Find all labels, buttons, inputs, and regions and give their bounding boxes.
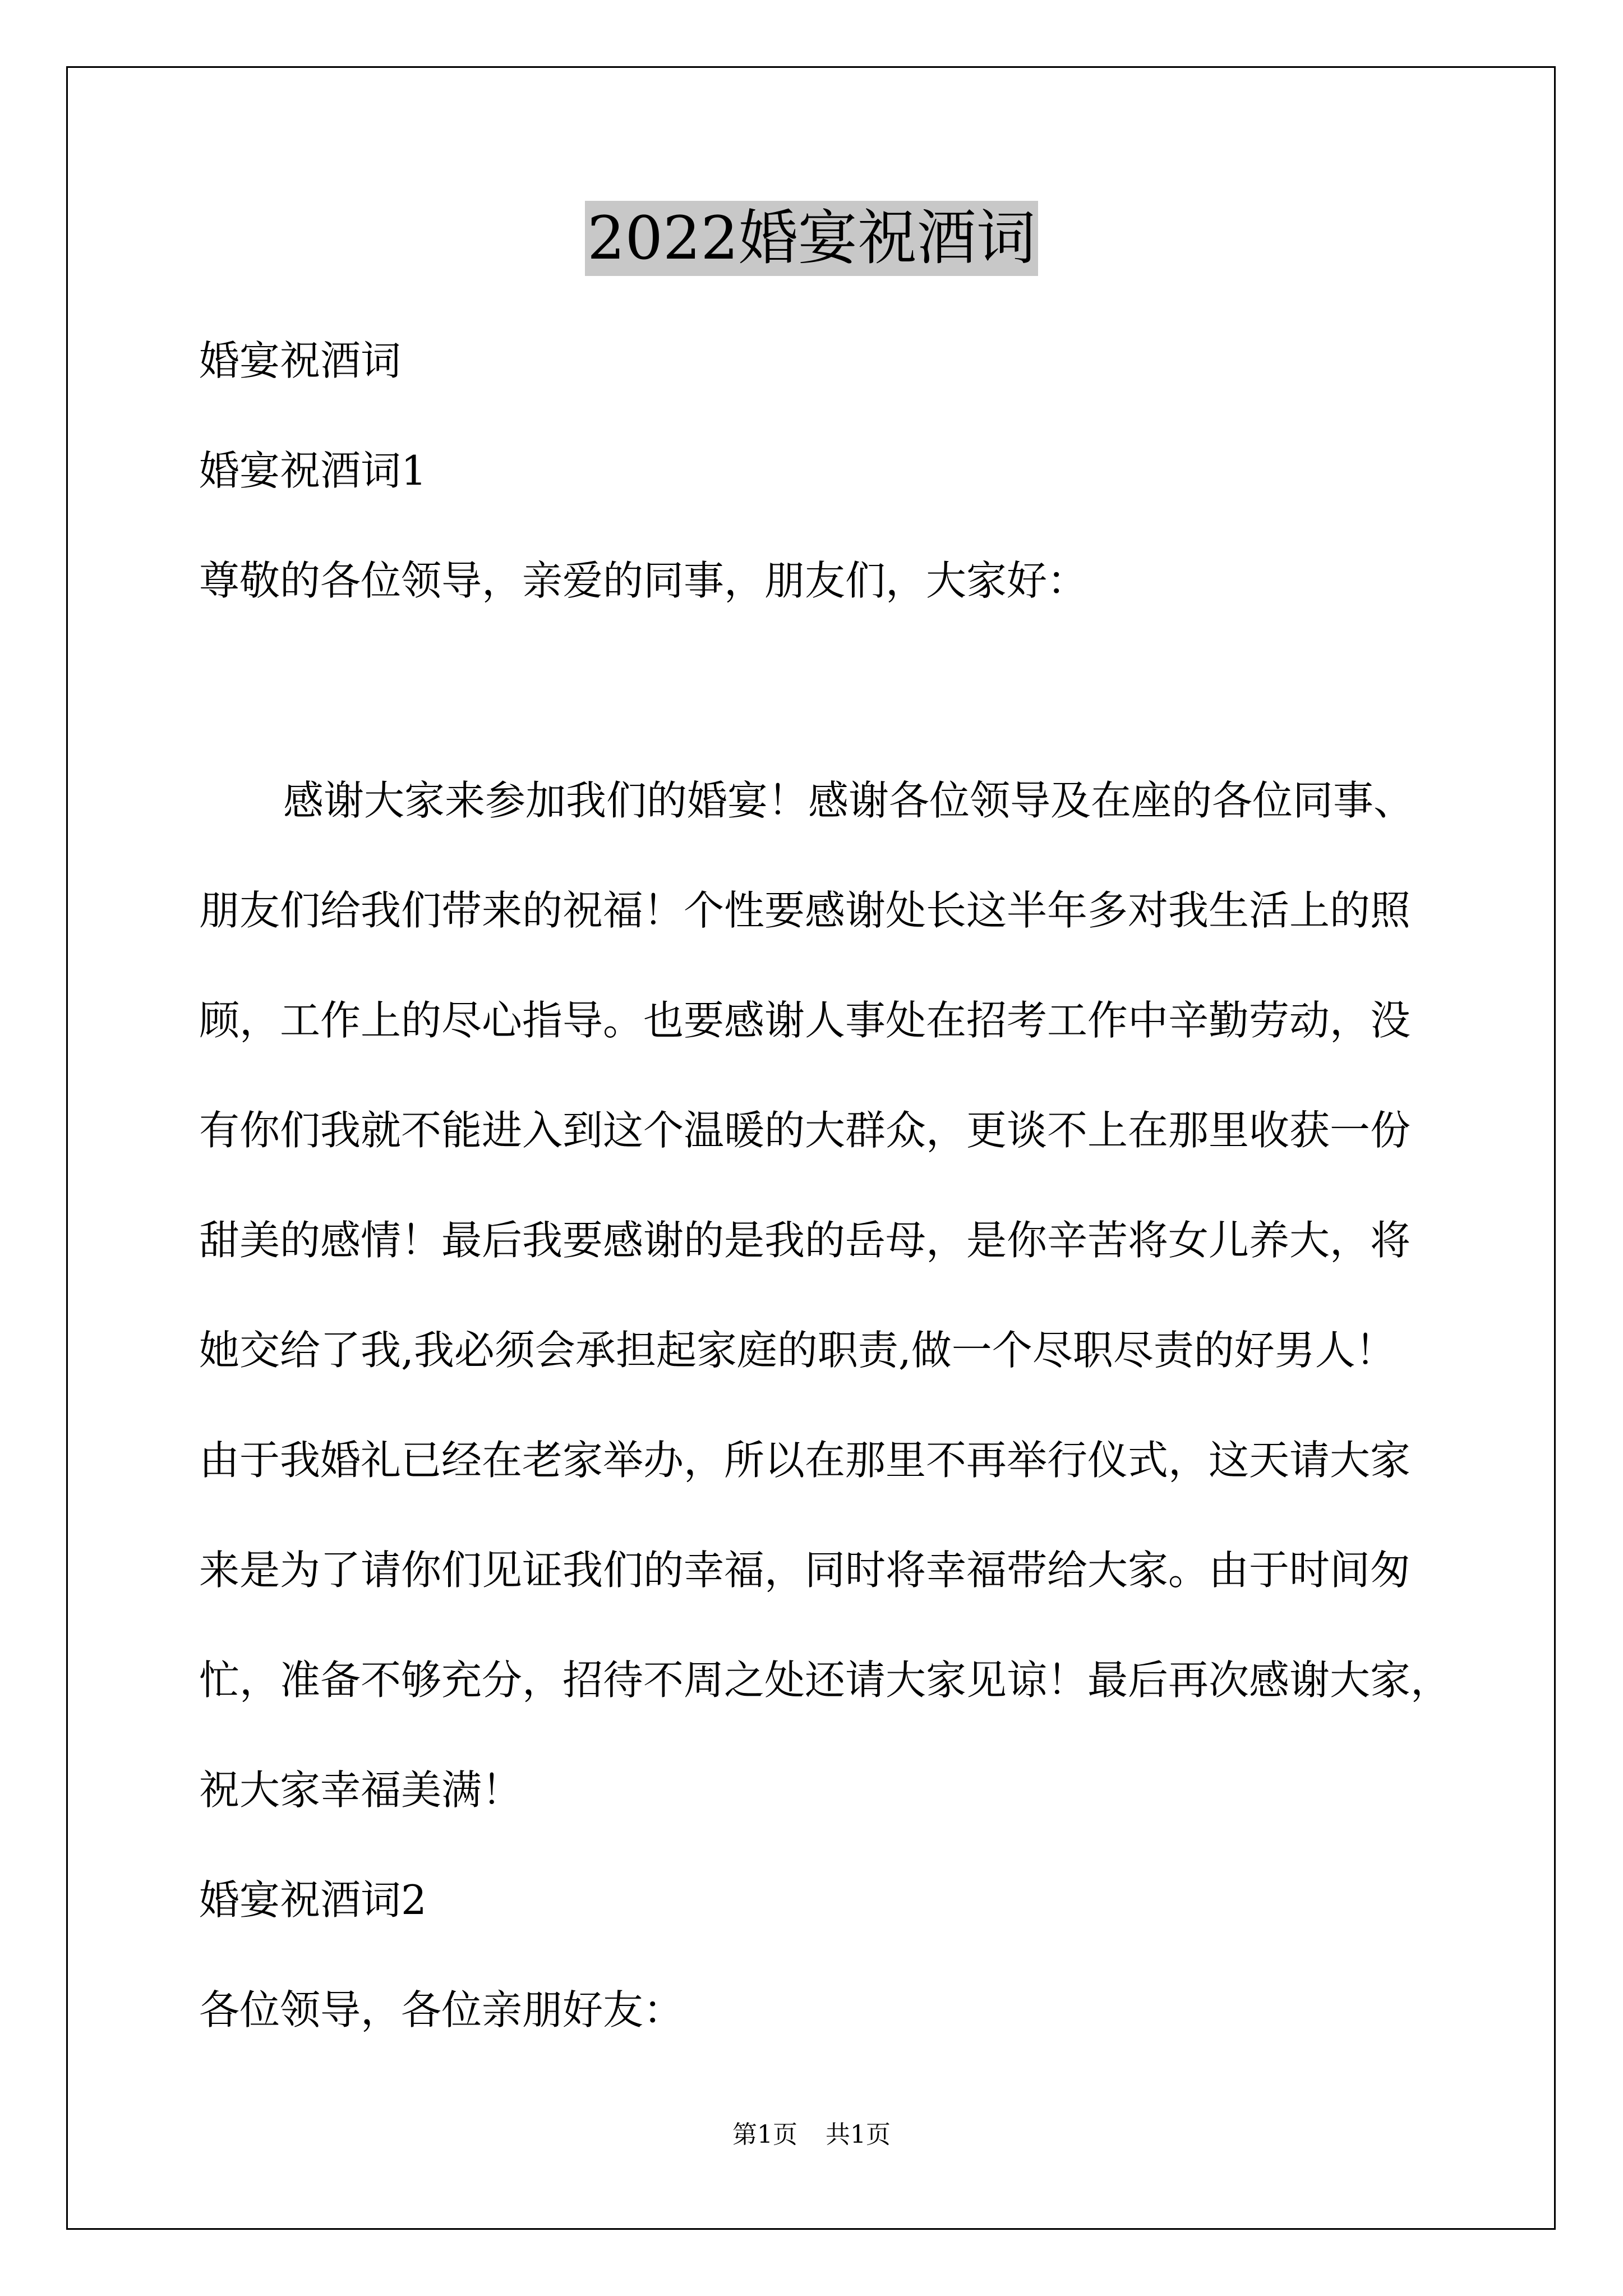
page-total: 共1页 bbox=[826, 2120, 891, 2149]
paragraph-line: 顾，工作上的尽心指导。也要感谢人事处在招考工作中辛勤劳动，没 bbox=[199, 997, 1411, 1044]
paragraph-line: 她交给了我,我必须会承担起家庭的职责,做一个尽职尽责的好男人！ bbox=[199, 1327, 1396, 1374]
paragraph-line: 来是为了请你们见证我们的幸福，同时将幸福带给大家。由于时间匆 bbox=[199, 1547, 1411, 1594]
title-container bbox=[0, 201, 1623, 276]
paragraph-line: 由于我婚礼已经在老家举办，所以在那里不再举行仪式，这天请大家 bbox=[199, 1437, 1411, 1484]
paragraph-line: 甜美的感情！最后我要感谢的是我的岳母，是你辛苦将女儿养大，将 bbox=[199, 1217, 1411, 1264]
section-heading-2: 婚宴祝酒词2 bbox=[199, 1876, 427, 1924]
salutation-2: 各位领导，各位亲朋好友： bbox=[199, 1986, 684, 2033]
paragraph-line: 感谢大家来参加我们的婚宴！感谢各位领导及在座的各位同事、 bbox=[283, 777, 1414, 824]
blank-line bbox=[199, 636, 1461, 746]
page-number: 第1页 bbox=[732, 2120, 797, 2149]
heading-line: 婚宴祝酒词 bbox=[199, 337, 402, 384]
paragraph-line: 忙，准备不够充分，招待不周之处还请大家见谅！最后再次感谢大家， bbox=[199, 1657, 1451, 1704]
document-title: 2022婚宴祝酒词 bbox=[585, 201, 1038, 276]
paragraph-line: 朋友们给我们带来的祝福！个性要感谢处长这半年多对我生活上的照 bbox=[199, 887, 1411, 934]
paragraph-line: 祝大家幸福美满！ bbox=[199, 1766, 523, 1814]
document-body bbox=[199, 306, 1461, 2065]
section-heading-1: 婚宴祝酒词1 bbox=[199, 447, 427, 494]
page-footer bbox=[0, 2118, 1623, 2152]
salutation-1: 尊敬的各位领导，亲爱的同事，朋友们，大家好： bbox=[199, 557, 1088, 604]
paragraph-line: 有你们我就不能进入到这个温暖的大群众，更谈不上在那里收获一份 bbox=[199, 1107, 1411, 1154]
